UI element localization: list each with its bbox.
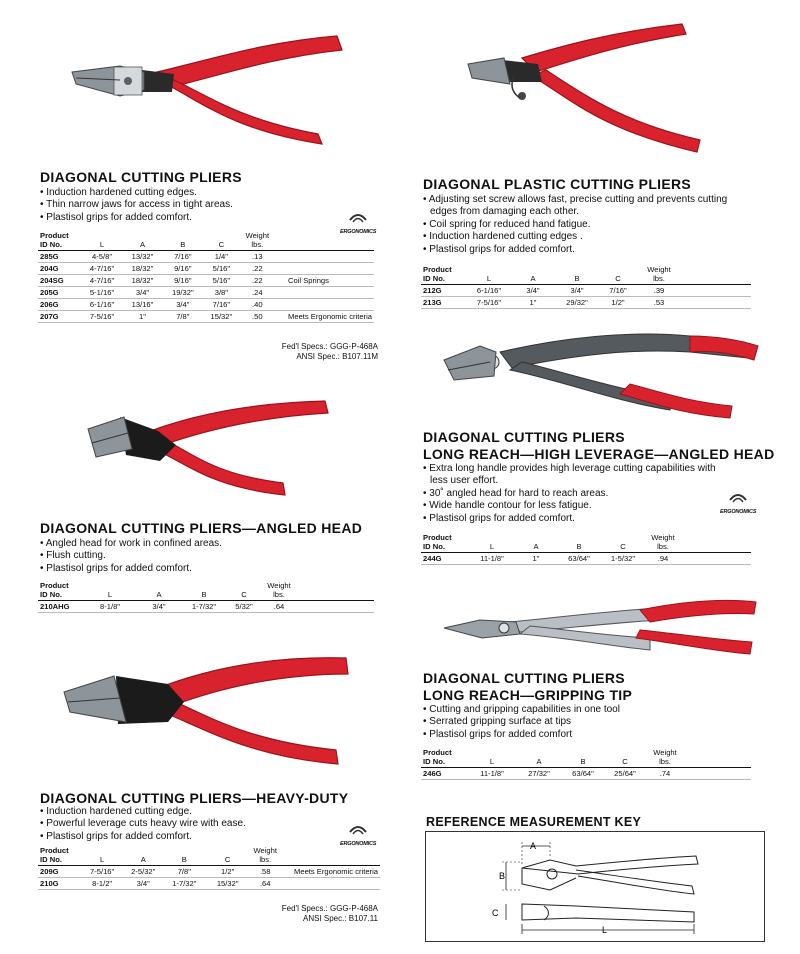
cell-w: .64 <box>259 879 271 888</box>
cell-b: 7/8" <box>176 312 190 321</box>
table-row <box>38 311 374 323</box>
bullet-item: • Plastisol grips for added comfort. <box>40 211 192 223</box>
bullet-item: • 30˚ angled head for hard to reach areas. <box>423 487 609 499</box>
cell-a: 1" <box>532 554 540 563</box>
col-a: A <box>533 541 539 551</box>
cell-l: 6-1/16" <box>476 286 502 295</box>
col-b: B <box>181 854 187 864</box>
cell-id: 212G <box>423 286 442 295</box>
cell-l: 8-1/2" <box>92 879 113 888</box>
ergonomics-logo <box>340 822 376 847</box>
longreach-title-2: LONG REACH—HIGH LEVERAGE—ANGLED HEAD <box>423 446 775 462</box>
cell-b: 63/64" <box>568 554 590 563</box>
cell-c: 1/2" <box>611 298 625 307</box>
bullet-item: • Induction hardened cutting edges . <box>423 231 583 243</box>
cell-a: 1" <box>529 298 537 307</box>
dcp-spec-table <box>38 232 374 323</box>
col-lbs: lbs. <box>251 239 264 249</box>
col-lbs: lbs. <box>653 273 665 283</box>
bullet-item-continued: edges from damaging each other. <box>430 206 579 218</box>
col-lbs: lbs. <box>273 589 285 599</box>
col-weight: Weight <box>653 748 677 757</box>
col-l: L <box>486 273 492 283</box>
plastic-cutting-pliers-image <box>462 20 737 160</box>
gripping-bullets <box>423 704 620 741</box>
bullet-item: • Plastisol grips for added comfort. <box>40 830 192 842</box>
cell-a: 3/4" <box>526 286 540 295</box>
cell-a: 1" <box>139 312 146 321</box>
cell-a: 3/4" <box>152 602 166 611</box>
bullet-item: • Flush cutting. <box>40 550 106 562</box>
cell-c: 7/16" <box>212 300 231 309</box>
cell-w: .74 <box>659 769 671 778</box>
bullet-item: • Serrated gripping surface at tips <box>423 716 572 728</box>
cell-l: 7-5/16" <box>476 298 502 307</box>
cell-l: 4-5/8" <box>92 252 113 261</box>
col-b: B <box>201 589 207 599</box>
cell-b: 3/4" <box>176 300 190 309</box>
heavy-table-body <box>38 866 380 890</box>
key-label-c: C <box>492 908 499 918</box>
bullet-item: • Wide handle contour for less fatigue. <box>423 500 592 512</box>
table-row <box>421 297 751 309</box>
bullet-item: • Coil spring for reduced hand fatigue. <box>423 218 591 230</box>
ansi-spec: ANSI Spec.: B107.11M <box>296 352 378 361</box>
plastic-title: DIAGONAL PLASTIC CUTTING PLIERS <box>423 176 692 192</box>
ergonomics-logo <box>720 490 756 515</box>
cell-c: 25/64" <box>614 769 636 778</box>
cell-a: 3/4" <box>135 288 150 297</box>
cell-b: 1-7/32" <box>172 879 197 888</box>
cell-a: 27/32" <box>528 769 550 778</box>
col-a: A <box>140 854 146 864</box>
col-product: Product <box>40 581 69 590</box>
col-c: C <box>241 589 247 599</box>
measurement-diagram <box>426 832 764 941</box>
col-l: L <box>99 239 105 249</box>
col-l: L <box>489 756 495 766</box>
col-c: C <box>615 273 621 283</box>
col-product: Product <box>40 231 69 240</box>
cell-note <box>296 601 374 613</box>
table-row <box>38 878 380 890</box>
col-a: A <box>536 756 542 766</box>
cell-b: 7/16" <box>174 252 192 261</box>
cell-b: 63/64" <box>572 769 594 778</box>
dcp-table-body <box>38 251 374 323</box>
bullet-item-continued: less user effort. <box>430 475 499 487</box>
angled-bullets <box>40 538 222 575</box>
cell-note <box>683 553 751 565</box>
gripping-spec-table <box>421 749 751 780</box>
fed-spec: Fed'l Specs.: GGG-P-468A <box>281 904 378 913</box>
dcp-title: DIAGONAL CUTTING PLIERS <box>40 169 242 185</box>
col-a: A <box>139 239 146 249</box>
col-id: ID No. <box>40 239 62 249</box>
table-row <box>421 553 751 565</box>
cell-id: 285G <box>40 252 59 261</box>
col-id: ID No. <box>423 756 445 766</box>
cell-w: .40 <box>252 300 263 309</box>
key-label-b: B <box>499 871 506 881</box>
diagonal-cutting-pliers-image <box>62 22 362 152</box>
col-weight: Weight <box>245 231 270 240</box>
cell-l: 7-5/16" <box>89 312 115 321</box>
cell-b: 3/4" <box>570 286 584 295</box>
cell-note <box>274 263 374 275</box>
bullet-item: • Adjusting set screw allows fast, precise cutting and prevents cutting <box>423 194 728 205</box>
col-c: C <box>620 541 626 551</box>
cell-a: 3/4" <box>136 879 150 888</box>
cell-w: .24 <box>252 288 263 297</box>
table-row <box>38 601 374 613</box>
cell-id: 213G <box>423 298 442 307</box>
table-header-row <box>38 847 380 866</box>
plastic-spec-table <box>421 266 751 309</box>
table-row <box>421 285 751 297</box>
cell-l: 4-7/16" <box>89 264 115 273</box>
cell-a: 13/32" <box>131 252 154 261</box>
cell-w: .39 <box>653 286 665 295</box>
col-id: ID No. <box>40 589 62 599</box>
col-weight: Weight <box>651 533 675 542</box>
col-a: A <box>530 273 536 283</box>
cell-c: 3/8" <box>214 288 228 297</box>
cell-id: 207G <box>40 312 59 321</box>
bullet-item: • Plastisol grips for added comfort <box>423 728 573 740</box>
cell-note <box>681 285 751 297</box>
col-lbs: lbs. <box>659 756 671 766</box>
cell-id: 204G <box>40 264 59 273</box>
cell-note <box>274 299 374 311</box>
bullet-item: • Induction hardened cutting edges. <box>40 187 197 198</box>
cell-c: 1/2" <box>221 867 235 876</box>
cell-w: .50 <box>252 312 263 321</box>
long-reach-pliers-image <box>440 322 765 422</box>
key-label-a: A <box>530 841 537 851</box>
heavy-duty-pliers-image <box>58 650 358 775</box>
gripping-title-1: DIAGONAL CUTTING PLIERS <box>423 670 625 686</box>
bullet-item: • Extra long handle provides high leverage cutting capabilities with <box>423 463 716 474</box>
table-row <box>38 299 374 311</box>
cell-b: 29/32" <box>566 298 588 307</box>
cell-w: .64 <box>273 602 285 611</box>
cell-b: 9/16" <box>174 264 192 273</box>
cell-note <box>681 297 751 309</box>
ergonomics-label: ERGONOMICS <box>340 841 377 847</box>
angled-title: DIAGONAL CUTTING PLIERS—ANGLED HEAD <box>40 520 363 536</box>
cell-a: 13/16" <box>131 300 154 309</box>
cell-a: 18/32" <box>131 276 154 285</box>
heavy-specs <box>240 904 378 924</box>
col-b: B <box>180 239 186 249</box>
table-row <box>38 866 380 878</box>
col-id: ID No. <box>423 541 445 551</box>
ansi-spec: ANSI Spec.: B107.11 <box>302 914 378 923</box>
col-weight: Weight <box>253 846 277 855</box>
angled-table-body <box>38 601 374 613</box>
ergonomics-label: ERGONOMICS <box>720 509 757 515</box>
bullet-item: • Plastisol grips for added comfort. <box>423 512 575 524</box>
angled-head-pliers-image <box>80 395 340 505</box>
cell-w: .58 <box>259 867 271 876</box>
angled-spec-table <box>38 582 374 613</box>
cell-id: 244G <box>423 554 442 563</box>
cell-c: 15/32" <box>216 879 239 888</box>
heavy-spec-table <box>38 847 380 890</box>
bullet-item: • Plastisol grips for added comfort. <box>40 562 192 574</box>
key-label-l: L <box>602 925 608 935</box>
bullet-item: • Thin narrow jaws for access in tight areas. <box>40 199 233 211</box>
bullet-item: • Induction hardened cutting edge. <box>40 806 192 817</box>
bullet-item: • Plastisol grips for added comfort. <box>423 243 575 255</box>
cell-a: 2-5/32" <box>131 867 156 876</box>
table-header-row <box>421 534 751 553</box>
col-a: A <box>156 589 162 599</box>
cell-c: 5/32" <box>235 602 253 611</box>
ergonomics-icon <box>348 210 368 224</box>
plastic-table-body <box>421 285 751 309</box>
table-header-row <box>421 266 751 285</box>
cell-id: 246G <box>423 769 442 778</box>
col-l: L <box>107 589 113 599</box>
table-row <box>38 287 374 299</box>
cell-note <box>274 287 374 299</box>
cell-b: 7/8" <box>177 867 191 876</box>
col-c: C <box>224 854 231 864</box>
cell-l: 11-1/8" <box>480 769 504 778</box>
bullet-item: • Cutting and gripping capabilities in one tool <box>423 704 620 715</box>
col-c: C <box>622 756 628 766</box>
col-id: ID No. <box>40 854 62 864</box>
cell-w: .13 <box>252 252 263 261</box>
cell-w: .94 <box>657 554 669 563</box>
gripping-tip-pliers-image <box>440 592 765 662</box>
col-product: Product <box>40 846 69 855</box>
cell-l: 4-7/16" <box>89 276 115 285</box>
cell-l: 8-1/8" <box>99 602 120 611</box>
table-header-row <box>38 232 374 251</box>
cell-l: 7-5/16" <box>90 867 115 876</box>
cell-note: Coil Springs <box>288 276 329 285</box>
gripping-title-2: LONG REACH—GRIPPING TIP <box>423 687 633 703</box>
cell-a: 18/32" <box>131 264 154 273</box>
cell-note: Meets Ergonomic criteria <box>294 867 378 876</box>
cell-b: 1-7/32" <box>191 602 217 611</box>
cell-c: 15/32" <box>210 312 233 321</box>
cell-b: 9/16" <box>174 276 192 285</box>
bullet-item: • Angled head for work in confined areas. <box>40 538 222 549</box>
cell-note <box>280 878 380 890</box>
cell-w: .22 <box>252 264 263 273</box>
cell-l: 11-1/8" <box>480 554 504 563</box>
col-b: B <box>576 541 582 551</box>
col-c: C <box>218 239 225 249</box>
table-row <box>38 275 374 287</box>
cell-c: 5/16" <box>212 276 231 285</box>
table-row <box>421 768 751 780</box>
col-product: Product <box>423 265 452 274</box>
cell-id: 209G <box>40 867 59 876</box>
table-header-row <box>421 749 751 768</box>
cell-b: 19/32" <box>171 288 194 297</box>
dcp-bullets <box>40 187 233 224</box>
cell-note: Meets Ergonomic criteria <box>288 312 372 321</box>
table-row <box>38 251 374 263</box>
ergonomics-label: ERGONOMICS <box>340 229 377 235</box>
refkey-title: REFERENCE MEASUREMENT KEY <box>426 815 642 829</box>
cell-w: .22 <box>252 276 263 285</box>
cell-l: 5-1/16" <box>89 288 115 297</box>
col-product: Product <box>423 533 452 542</box>
col-weight: Weight <box>267 581 291 590</box>
cell-note <box>685 768 751 780</box>
longreach-title-1: DIAGONAL CUTTING PLIERS <box>423 429 625 445</box>
cell-id: 210G <box>40 879 59 888</box>
cell-c: 1/4" <box>214 252 228 261</box>
ergonomics-icon <box>728 490 748 504</box>
cell-note <box>274 251 374 263</box>
col-lbs: lbs. <box>657 541 669 551</box>
bullet-item: • Powerful leverage cuts heavy wire with ease. <box>40 818 246 830</box>
col-lbs: lbs. <box>259 854 272 864</box>
dcp-specs <box>240 342 378 362</box>
longreach-table-body <box>421 553 751 565</box>
col-b: B <box>580 756 586 766</box>
col-product: Product <box>423 748 452 757</box>
refkey-diagram <box>425 831 765 942</box>
col-b: B <box>574 273 580 283</box>
cell-c: 7/16" <box>609 286 627 295</box>
cell-id: 210AHG <box>40 602 70 611</box>
cell-id: 206G <box>40 300 59 309</box>
col-weight: Weight <box>647 265 671 274</box>
heavy-title: DIAGONAL CUTTING PLIERS—HEAVY-DUTY <box>40 790 349 806</box>
cell-id: 205G <box>40 288 59 297</box>
gripping-table-body <box>421 768 751 780</box>
ergonomics-icon <box>348 822 368 836</box>
col-id: ID No. <box>423 273 445 283</box>
fed-spec: Fed'l Specs.: GGG-P-468A <box>281 342 378 351</box>
col-l: L <box>100 854 105 864</box>
cell-c: 5/16" <box>212 264 231 273</box>
cell-c: 1-5/32" <box>610 554 636 563</box>
table-row <box>38 263 374 275</box>
longreach-bullets <box>423 463 716 525</box>
plastic-bullets <box>423 194 727 256</box>
table-header-row <box>38 582 374 601</box>
longreach-spec-table <box>421 534 751 565</box>
cell-l: 6-1/16" <box>89 300 115 309</box>
heavy-bullets <box>40 806 246 843</box>
cell-id: 204SG <box>40 276 64 285</box>
cell-w: .53 <box>653 298 665 307</box>
col-l: L <box>489 541 495 551</box>
